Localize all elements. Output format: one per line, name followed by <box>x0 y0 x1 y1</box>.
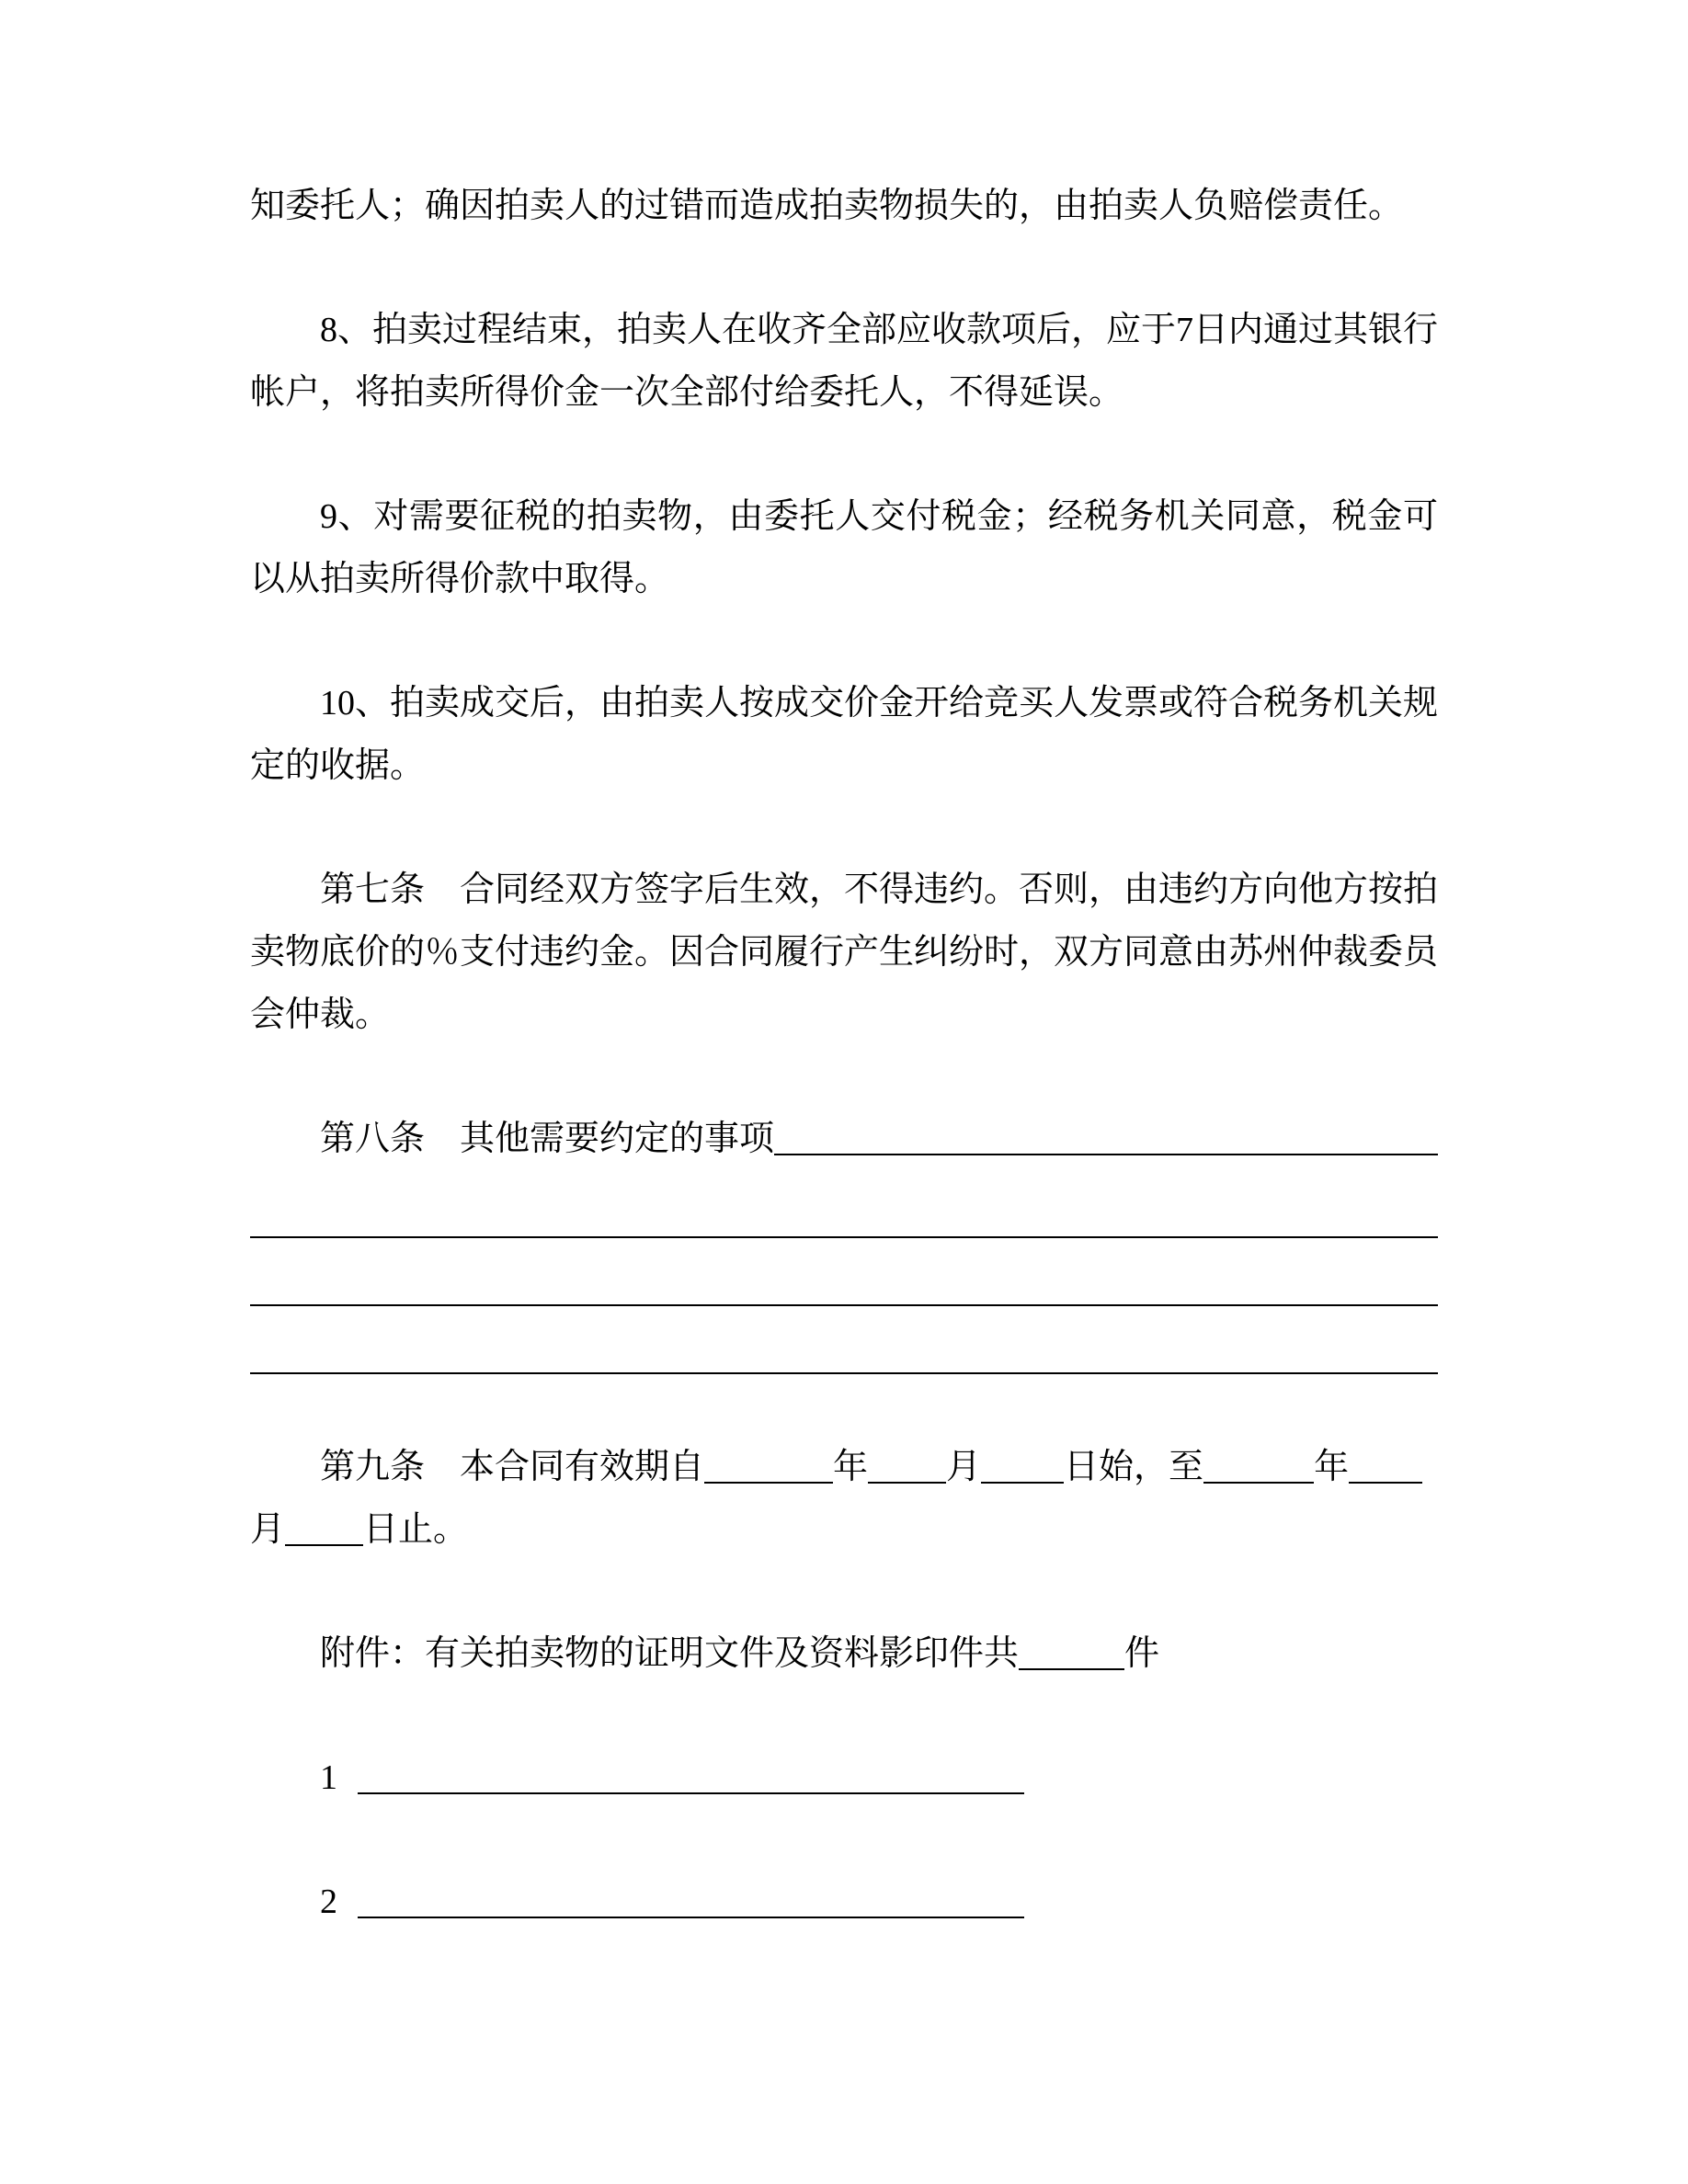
article-9-month2-blank <box>1349 1482 1422 1484</box>
article-9-month1-label: 月 <box>946 1448 982 1486</box>
article-8-inline-blank <box>774 1154 1438 1155</box>
article-9-year2-label: 年 <box>1314 1448 1350 1486</box>
attachment-item-2 <box>250 1871 1438 1933</box>
paragraph-clause-8: 8、拍卖过程结束，拍卖人在收齐全部应收款项后，应于7日内通过其银行帐户，将拍卖所得价金一次全部付给委托人，不得延误。 <box>250 311 1439 412</box>
attachment-item-2-blank <box>358 1917 1024 1918</box>
article-9-year1-blank <box>704 1482 833 1484</box>
article-8-blank-line-3 <box>250 1306 1438 1374</box>
article-8-blank-line-2 <box>250 1238 1438 1306</box>
paragraph-clause-10: 10、拍卖成交后，由拍卖人按成交价金开给竞买人发票或符合税务机关规定的收据。 <box>250 684 1439 785</box>
attachment-suffix: 件 <box>1124 1634 1160 1673</box>
article-9-day-end-label: 日止。 <box>363 1510 469 1549</box>
paragraph-clause-9: 9、对需要征税的拍卖物，由委托人交付税金；经税务机关同意，税金可以从拍卖所得价款中取得。 <box>250 497 1438 598</box>
attachment-item-1-blank <box>358 1792 1024 1794</box>
article-9-year2-blank <box>1203 1482 1314 1484</box>
attachment-count-blank <box>1019 1668 1124 1670</box>
article-9-line-2 <box>250 1498 1438 1561</box>
article-9-day1-blank <box>981 1482 1064 1484</box>
attachment-item-1 <box>250 1746 1438 1809</box>
article-9-month2-label: 月 <box>250 1510 286 1549</box>
attachment-item-2-number: 2 <box>320 1883 337 1921</box>
attachment-line <box>250 1622 1438 1685</box>
paragraph-article-7: 第七条 合同经双方签字后生效，不得违约。否则，由违约方向他方按拍卖物底价的％支付违约金。因合同履行产生纠纷时，双方同意由苏州仲裁委员会仲裁。 <box>250 870 1439 1034</box>
paragraph-continuation: 知委托人；确因拍卖人的过错而造成拍卖物损失的，由拍卖人负赔偿责任。 <box>250 187 1404 225</box>
article-8-label: 第八条 其他需要约定的事项 <box>320 1120 775 1158</box>
article-9-year1-label: 年 <box>833 1448 869 1486</box>
article-8-section <box>250 1108 1438 1374</box>
article-9-month1-blank <box>868 1482 946 1484</box>
article-9-day2-blank <box>285 1544 363 1546</box>
attachment-prefix: 附件：有关拍卖物的证明文件及资料影印件共 <box>320 1634 1020 1673</box>
attachment-item-1-number: 1 <box>320 1758 337 1797</box>
article-9-section <box>250 1436 1438 1561</box>
article-9-day-start-label: 日始，至 <box>1064 1448 1204 1486</box>
article-9-line-1 <box>250 1436 1438 1498</box>
article-9-prefix: 第九条 本合同有效期自 <box>320 1448 705 1486</box>
article-8-blank-line-1 <box>250 1170 1438 1238</box>
article-8-line <box>250 1108 1438 1170</box>
